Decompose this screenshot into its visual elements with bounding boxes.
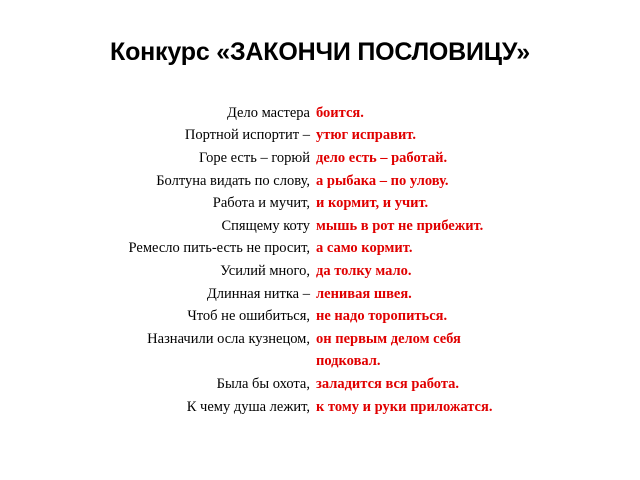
proverb-ending: мышь в рот не прибежит. (316, 217, 484, 234)
proverb-beginning: Ремесло пить-есть не просит, (128, 240, 310, 257)
proverb-row (60, 147, 620, 170)
proverb-beginning: Назначили осла кузнецом, (147, 330, 310, 347)
proverb-row (60, 238, 620, 261)
proverb-row (60, 260, 620, 283)
proverb-beginning: Горе есть – горюй (198, 149, 310, 166)
proverb-ending: утюг исправит. (316, 127, 416, 144)
proverb-ending: и кормит, и учит. (316, 195, 429, 212)
proverb-beginning: Чтоб не ошибиться, (187, 308, 310, 325)
proverb-row (60, 396, 620, 419)
proverb-beginning: Работа и мучит, (212, 195, 310, 212)
proverb-beginning: Была бы охота, (216, 375, 310, 392)
proverb-ending: ленивая швея. (316, 285, 412, 302)
proverb-row (60, 283, 620, 306)
proverb-ending: дело есть – работай. (316, 149, 448, 166)
proverb-ending: а само кормит. (316, 240, 413, 257)
proverb-row (60, 102, 620, 125)
proverb-beginning: Болтуна видать по слову, (156, 172, 310, 189)
proverb-ending: не надо торопиться. (316, 308, 448, 325)
proverb-ending: боится. (316, 104, 364, 121)
proverb-ending: да толку мало. (316, 262, 412, 279)
proverb-row (60, 328, 620, 351)
proverb-row (60, 351, 620, 374)
proverb-row (60, 192, 620, 215)
proverb-row (60, 215, 620, 238)
proverb-beginning: Длинная нитка – (206, 285, 310, 302)
proverb-beginning: Дело мастера (226, 104, 310, 121)
proverb-row (60, 373, 620, 396)
proverb-ending: заладится вся работа. (316, 375, 460, 392)
proverb-ending: подковал. (316, 353, 381, 370)
proverb-ending: к тому и руки приложатся. (316, 398, 493, 415)
proverb-beginning: К чему душа лежит, (186, 398, 310, 415)
proverb-beginning: Спящему коту (221, 217, 310, 234)
slide-title: Конкурс «ЗАКОНЧИ ПОСЛОВИЦУ» (110, 38, 530, 66)
proverb-row (60, 125, 620, 148)
proverb-ending: он первым делом себя (316, 330, 461, 347)
proverb-ending: а рыбака – по улову. (316, 172, 449, 189)
proverb-list (60, 102, 620, 418)
proverb-row (60, 170, 620, 193)
proverb-beginning: Усилий много, (220, 262, 310, 279)
proverb-beginning: Портной испортит – (184, 127, 310, 144)
proverb-row (60, 305, 620, 328)
